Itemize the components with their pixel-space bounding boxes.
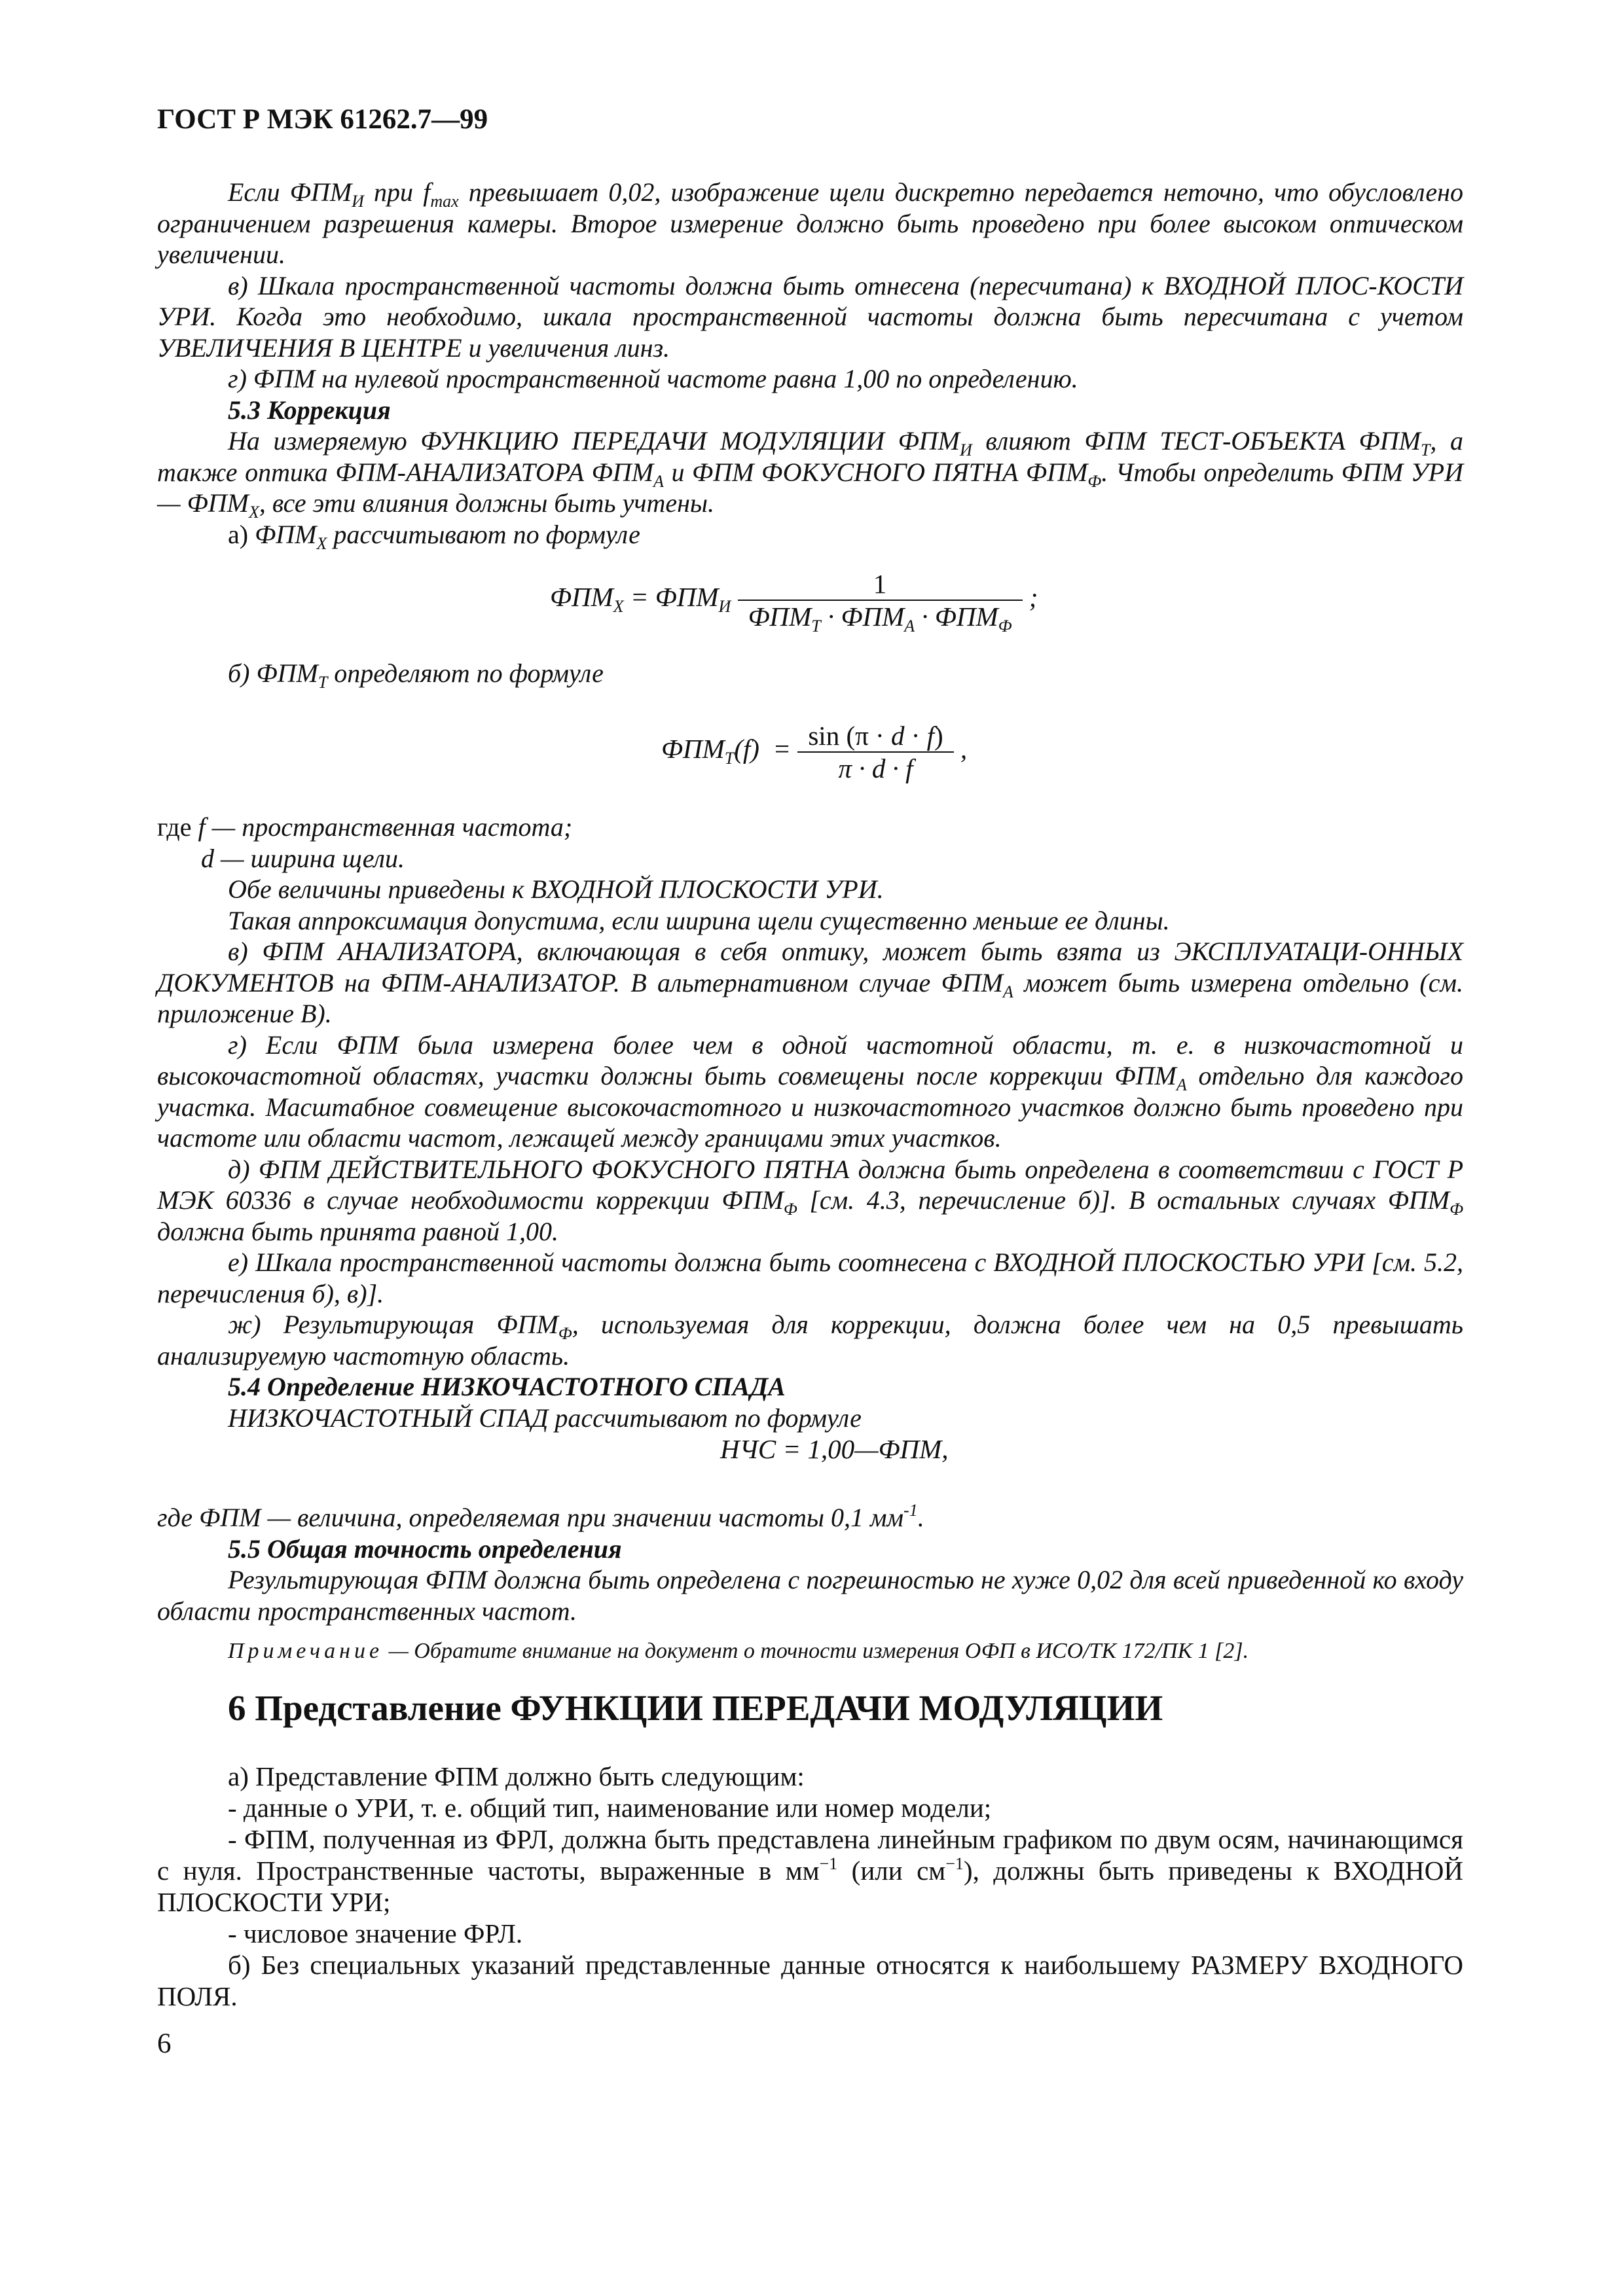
- paragraph: г) ФПМ на нулевой пространственной частоте равна 1,00 по определению.: [228, 364, 1078, 393]
- formula-tail: ;: [1029, 582, 1038, 613]
- list-item: - числовое значение ФРЛ.: [228, 1918, 523, 1948]
- where-line-d: d — ширина щели.: [201, 843, 405, 873]
- paragraph: Если $ФПМ_И$ при $f_{max}$ превышает 0,02, изображение щели дискретно передается неточно, что обусловлено ограничением разрешения камеры. Второе измерение должно быть проведено при более высоком оптическом увеличении.: [157, 177, 1463, 269]
- paragraph: Такая аппроксимация допустима, если ширина щели существенно меньше ее длины.: [228, 905, 1170, 935]
- where-line-f: где f — пространственная частота;: [157, 812, 573, 842]
- section-heading-5-4: 5.4 Определение НИЗКОЧАСТОТНОГО СПАДА: [228, 1372, 786, 1401]
- paragraph: е) Шкала пространственной частоты должна быть соотнесена с ВХОДНОЙ ПЛОСКОСТЬЮ УРИ [см. 5.2, перечисления б), в)].: [157, 1247, 1463, 1308]
- paragraph: д) ФПМ ДЕЙСТВИТЕЛЬНОГО ФОКУСНОГО ПЯТНА должна быть определена в соответствии с ГОСТ Р МЭК 60336 в случае необходимости коррекции $ФПМ_Ф$ [см. 4.3, перечисление б)]. В остальных случаях $ФПМ_Ф$ должна быть принята равной 1,00.: [157, 1154, 1464, 1246]
- paragraph: б) Без специальных указаний представленные данные относятся к наибольшему РАЗМЕРУ ВХОДНОГО ПОЛЯ.: [157, 1950, 1463, 2011]
- page-number: 6: [157, 2028, 172, 2059]
- formula-tail: ,: [960, 734, 968, 764]
- fraction-denominator: π · d · f: [838, 753, 913, 783]
- paragraph: ж) Результирующая $ФПМ_Ф$, используемая для коррекции, должна более чем на 0,5 превышать анализируемую частотную область.: [157, 1310, 1463, 1371]
- paragraph: в) ФПМ АНАЛИЗАТОРА, включающая в себя оптику, может быть взята из ЭКСПЛУАТАЦИ-ОННЫХ ДОКУМЕНТОВ на ФПМ-АНАЛИЗАТОР. В альтернативном случае $ФПМ_A$ может быть измерена отдельно (см. приложение В).: [157, 937, 1463, 1028]
- section-heading-5-3: 5.3 Коррекция: [228, 395, 391, 425]
- paragraph: в) Шкала пространственной частоты должна быть отнесена (пересчитана) к ВХОДНОЙ ПЛОС-КОСТИ УРИ. Когда это необходимо, шкала пространственной частоты должна быть пересчитана с учетом УВЕЛИЧЕНИЯ В ЦЕНТРЕ и увеличения линз.: [157, 270, 1463, 363]
- fraction-numerator: 1: [738, 568, 1023, 601]
- list-item: - данные о УРИ, т. е. общий тип, наименование или номер модели;: [228, 1793, 992, 1823]
- note: Примечание — Обратите внимание на документ о точности измерения ОФП в ИСО/ТК 172/ПК 1 [2].: [228, 1639, 1249, 1663]
- section-5-5-block: [157, 1502, 1463, 1667]
- paragraph: где ФПМ — величина, определяемая при значении частоты 0,1 $мм^{-1}$.: [157, 1501, 924, 1532]
- document-header: ГОСТ Р МЭК 61262.7—99: [157, 104, 488, 135]
- paragraph: г) Если ФПМ была измерена более чем в одной частотной области, т. е. в низкочастотной и высокочастотной областях, участки должны быть совмещены после коррекции $ФПМ_A$ отдельно для каждого участка. Масштабное совмещение высокочастотного и низкочастотного участков должно быть проведено при частоте или области частот, лежащей между границами этих участков.: [157, 1030, 1464, 1153]
- section-5-3-continuation-block: [157, 812, 1463, 1433]
- section-heading-6: 6 Представление ФУНКЦИИ ПЕРЕДАЧИ МОДУЛЯЦИИ: [228, 1688, 1163, 1728]
- paragraph: а) Представление ФПМ должно быть следующим:: [228, 1761, 805, 1791]
- fraction-denominator: $ФПМ_Т \cdot ФПМ_А \cdot ФПМ_Ф$: [748, 601, 1012, 636]
- section-heading-5-5: 5.5 Общая точность определения: [228, 1534, 622, 1564]
- line-b: [157, 658, 1463, 692]
- section-5-2-5-3-block: [157, 177, 1463, 553]
- formula-fraction: [738, 568, 1023, 636]
- formula-lhs: $ФПМ_X = ФПМ_И$: [550, 582, 731, 617]
- list-item: - ФПМ, полученная из ФРЛ, должна быть представлена линейным графиком по двум осям, начинающимся с нуля. Пространственные частоты, выраженные в $мм^{-1}$ (или $см^{-1}$), должны быть приведены к ВХОДНОЙ ПЛОСКОСТИ УРИ;: [157, 1824, 1463, 1917]
- formula-mtf-t: [661, 720, 967, 784]
- formula-fraction: [797, 720, 953, 784]
- paragraph: НИЗКОЧАСТОТНЫЙ СПАД рассчитывают по формуле: [228, 1403, 862, 1433]
- paragraph: б) $ФПМ_Т$ определяют по формуле: [228, 658, 604, 692]
- formula-mtf-x: [550, 568, 1038, 636]
- paragraph: Результирующая ФПМ должна быть определена с погрешностью не хуже 0,02 для всей приведенной ко входу области пространственных частот.: [157, 1565, 1463, 1626]
- section-6-block: [157, 1761, 1463, 2012]
- paragraph: Обе величины приведены к ВХОДНОЙ ПЛОСКОСТИ УРИ.: [228, 874, 884, 904]
- formula-lhs: $ФПМ_Т(f)$ =: [661, 734, 792, 768]
- paragraph: а) $ФПМ_X$ рассчитывают по формуле: [228, 519, 640, 553]
- fraction-numerator: sin (π · d · f): [797, 720, 953, 753]
- paragraph: На измеряемую ФУНКЦИЮ ПЕРЕДАЧИ МОДУЛЯЦИИ $ФПМ_И$ влияют ФПМ ТЕСТ-ОБЪЕКТА $ФПМ_Т$, а также оптика ФПМ-АНАЛИЗАТОРА $ФПМ_А$ и ФПМ ФОКУСНОГО ПЯТНА $ФПМ_Ф$. Чтобы определить ФПМ УРИ — $ФПМ_X$, все эти влияния должны быть учтены.: [157, 426, 1463, 522]
- formula-nchs: НЧС = 1,00—ФПМ,: [720, 1434, 949, 1464]
